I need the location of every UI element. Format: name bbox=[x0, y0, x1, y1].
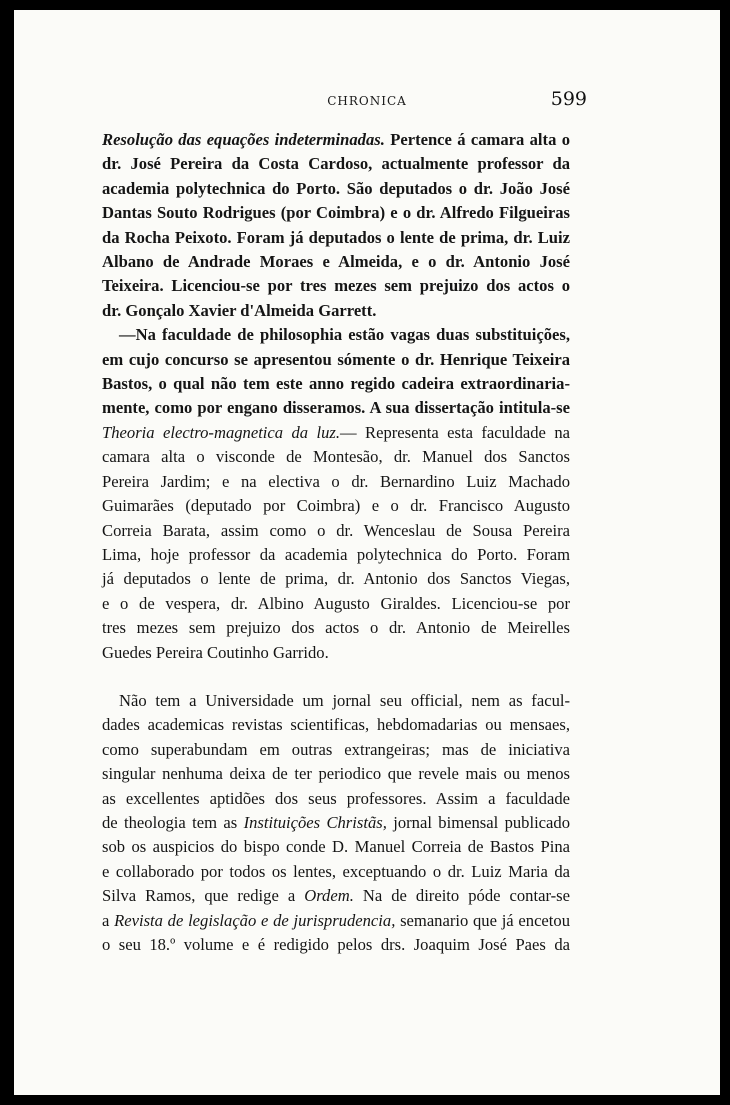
text-line: academia polytechnica do Porto. São deputados o dr. João José bbox=[102, 178, 570, 198]
paragraph-gap bbox=[102, 665, 570, 689]
page-header bbox=[14, 82, 720, 118]
text-line: mente, como por engano disseramos. A sua dissertação intitula-se bbox=[102, 398, 570, 418]
text-line: Resolução das equações indeterminadas. Pertence á camara alta o bbox=[102, 130, 570, 149]
page-number: 599 bbox=[550, 88, 587, 110]
text-line: e o de vespera, dr. Albino Augusto Giraldes. Licenciou-se por bbox=[102, 593, 570, 613]
italic-title: Ordem. bbox=[304, 886, 354, 906]
text-line: Não tem a Universidade um jornal seu official, nem as facul- bbox=[119, 690, 570, 710]
text-line: tres mezes sem prejuizo dos actos o dr. Antonio de Meirelles bbox=[102, 618, 570, 638]
text-line: Guimarães (deputado por Coimbra) e o dr. Francisco Augusto bbox=[102, 496, 570, 516]
text-line: Dantas Souto Rodrigues (por Coimbra) e o dr. Alfredo Filgueiras bbox=[102, 203, 570, 223]
text-line: como superabundam em outras extrangeiras; mas de iniciativa bbox=[102, 739, 570, 759]
page-body bbox=[102, 128, 570, 957]
text-line: camara alta o visconde de Montesão, dr. Manuel dos Sanctos bbox=[102, 447, 570, 467]
running-title: CHRONICA bbox=[327, 94, 407, 108]
text-line: as excellentes aptidões dos seus professores. Assim a faculdade bbox=[102, 788, 570, 808]
text-line: da Rocha Peixoto. Foram já deputados o lente de prima, dr. Luiz bbox=[102, 227, 570, 247]
book-page bbox=[14, 10, 720, 1095]
text-line: Pereira Jardim; e na electiva o dr. Bernardino Luiz Machado bbox=[102, 471, 570, 491]
text-line: a Revista de legislação e de jurisprudencia, semanario que já encetou bbox=[102, 910, 570, 930]
text-line: dr. Gonçalo Xavier d'Almeida Garrett. bbox=[102, 300, 377, 320]
text-line: Bastos, o qual não tem este anno regido cadeira extraordinaria- bbox=[102, 374, 570, 394]
text-line: sob os auspicios do bispo conde D. Manuel Correia de Bastos Pina bbox=[102, 837, 570, 857]
italic-title: Resolução das equações indeterminadas. bbox=[102, 130, 385, 149]
text-line: Silva Ramos, que redige a Ordem. Na de direito póde contar-se bbox=[102, 886, 570, 906]
text-line: singular nenhuma deixa de ter periodico que revele mais ou menos bbox=[102, 764, 570, 784]
text-line: dr. José Pereira da Costa Cardoso, actualmente professor da bbox=[102, 154, 570, 174]
italic-title: Theoria electro-magnetica da luz. bbox=[102, 422, 341, 442]
text-line: em cujo concurso se apresentou sómente o dr. Henrique Teixeira bbox=[102, 349, 570, 369]
text-line: Guedes Pereira Coutinho Garrido. bbox=[102, 642, 329, 662]
text-line: —Na faculdade de philosophia estão vagas duas substituições, bbox=[119, 325, 570, 345]
text-line: o seu 18.º volume e é redigido pelos drs. Joaquim José Paes da bbox=[102, 935, 570, 954]
text-line: Correia Barata, assim como o dr. Wenceslau de Sousa Pereira bbox=[102, 520, 570, 540]
text-line: Albano de Andrade Moraes e Almeida, e o dr. Antonio José bbox=[102, 252, 570, 272]
text-line: Lima, hoje professor da academia polytechnica do Porto. Foram bbox=[102, 544, 570, 564]
text-line: já deputados o lente de prima, dr. Antonio dos Sanctos Viegas, bbox=[102, 569, 570, 589]
text-line: dades academicas revistas scientificas, hebdomadarias ou mensaes, bbox=[102, 715, 570, 735]
italic-title: Revista de legislação e de jurisprudencia, bbox=[114, 910, 396, 930]
text-line: e collaborado por todos os lentes, exceptuando o dr. Luiz Maria da bbox=[102, 861, 570, 881]
paragraph-3 bbox=[102, 689, 570, 957]
text-line: de theologia tem as Instituições Christãs, jornal bimensal publicado bbox=[102, 812, 570, 832]
italic-title: Instituições Christãs, bbox=[243, 812, 387, 832]
paragraph-2 bbox=[102, 323, 570, 665]
text-line: Theoria electro-magnetica da luz.— Representa esta faculdade na bbox=[102, 422, 570, 442]
text-line: Teixeira. Licenciou-se por tres mezes sem prejuizo dos actos o bbox=[102, 276, 570, 296]
paragraph-1 bbox=[102, 128, 570, 323]
